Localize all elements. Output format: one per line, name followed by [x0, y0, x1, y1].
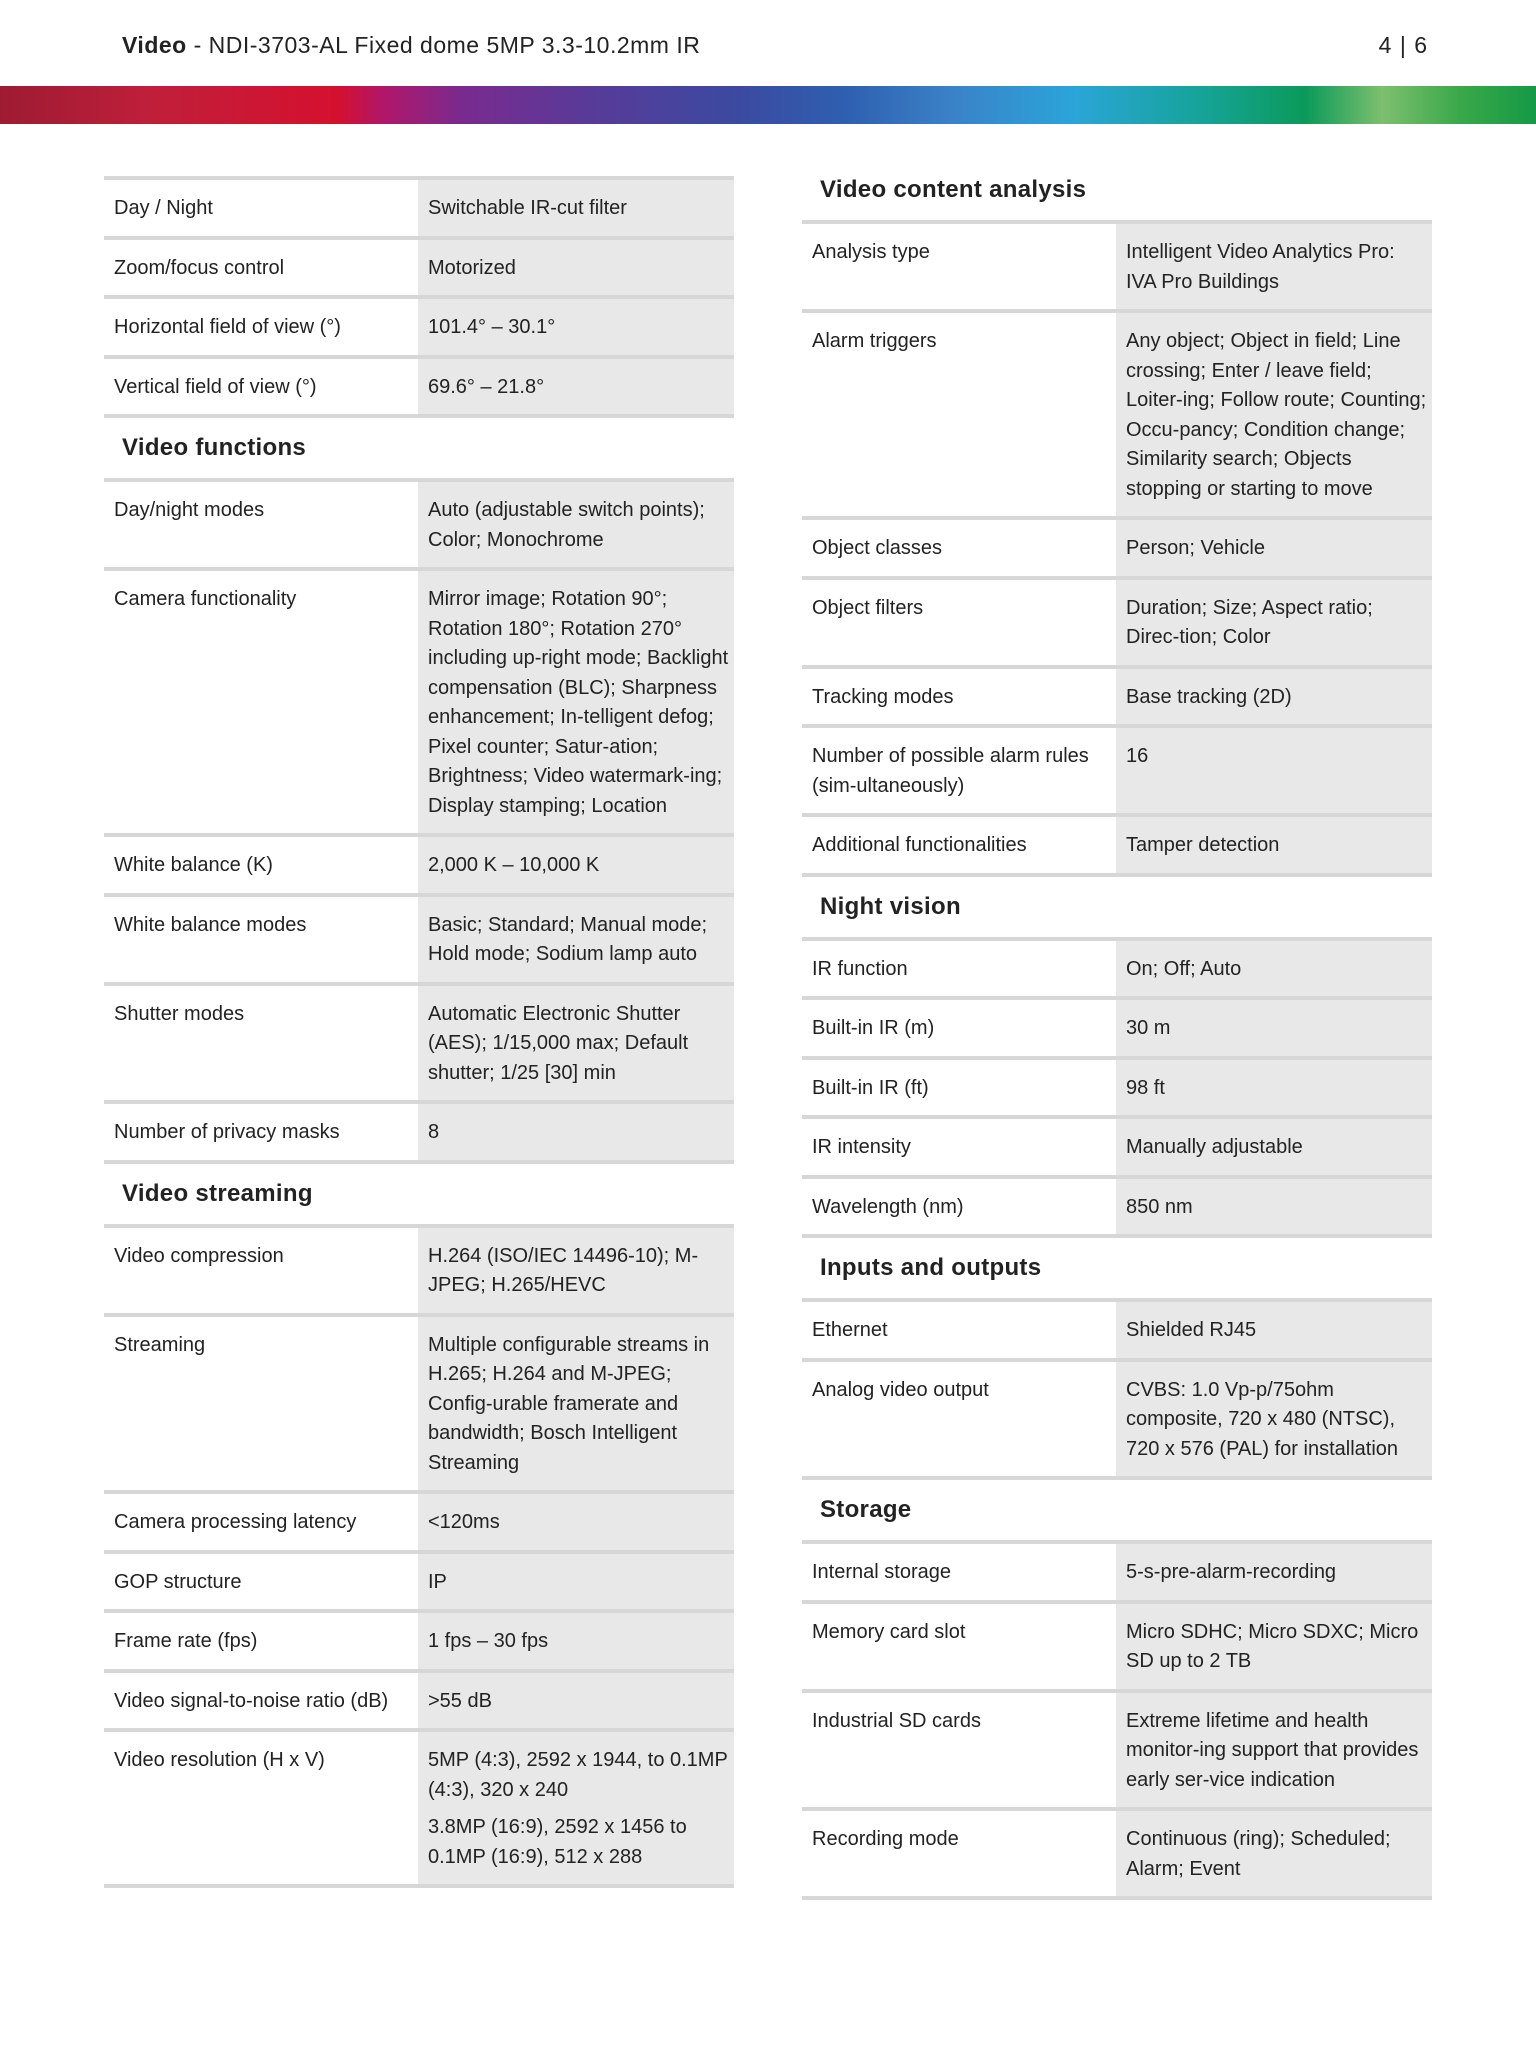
- section-heading-video-content-analysis: Video content analysis: [802, 176, 1432, 224]
- spec-key: Internal storage: [802, 1544, 1116, 1602]
- table-row: [104, 178, 734, 238]
- table-row: [802, 578, 1432, 667]
- spec-value: 850 nm: [1116, 1177, 1432, 1237]
- spec-value: Multiple configurable streams in H.265; H.264 and M-JPEG; Config-urable framerate and bandwidth; Bosch Intelligent Streaming: [418, 1315, 734, 1493]
- spec-value: Continuous (ring); Scheduled; Alarm; Event: [1116, 1809, 1432, 1898]
- spec-key: Streaming: [104, 1315, 418, 1493]
- spec-value: 5-s-pre-alarm-recording: [1116, 1544, 1432, 1602]
- spec-key: Tracking modes: [802, 667, 1116, 727]
- table-row: [802, 1177, 1432, 1237]
- spec-key: Day / Night: [104, 178, 418, 238]
- table-row: [802, 815, 1432, 875]
- spec-value: 101.4° – 30.1°: [418, 297, 734, 357]
- spec-value: IP: [418, 1552, 734, 1612]
- spec-key: Built-in IR (ft): [802, 1058, 1116, 1118]
- spec-key: Object filters: [802, 578, 1116, 667]
- spec-value: 69.6° – 21.8°: [418, 357, 734, 417]
- table-row: [104, 569, 734, 835]
- spec-key: Horizontal field of view (°): [104, 297, 418, 357]
- spec-key: Additional functionalities: [802, 815, 1116, 875]
- section-heading-video-functions: Video functions: [104, 418, 734, 482]
- spec-key: Video resolution (H x V): [104, 1730, 418, 1886]
- spec-value: Duration; Size; Aspect ratio; Direc-tion; Color: [1116, 578, 1432, 667]
- brand-color-stripe: [0, 86, 1536, 124]
- table-row: [104, 357, 734, 417]
- table-row: [104, 1315, 734, 1493]
- spec-key: Wavelength (nm): [802, 1177, 1116, 1237]
- spec-value: [418, 1730, 734, 1886]
- spec-value: 1 fps – 30 fps: [418, 1611, 734, 1671]
- section-heading-storage: Storage: [802, 1480, 1432, 1544]
- spec-value: 8: [418, 1102, 734, 1162]
- storage-table: [802, 1544, 1432, 1900]
- table-row: [802, 1691, 1432, 1810]
- table-row: [104, 238, 734, 298]
- spec-value: Person; Vehicle: [1116, 518, 1432, 578]
- right-column: [802, 176, 1432, 1900]
- spec-value: 2,000 K – 10,000 K: [418, 835, 734, 895]
- spec-key: Industrial SD cards: [802, 1691, 1116, 1810]
- spec-value: >55 dB: [418, 1671, 734, 1731]
- spec-value: Switchable IR-cut filter: [418, 178, 734, 238]
- spec-value: 16: [1116, 726, 1432, 815]
- table-row: [802, 311, 1432, 518]
- spec-value: 30 m: [1116, 998, 1432, 1058]
- page-number: 4 | 6: [1378, 32, 1428, 58]
- resolution-line-16-9: 3.8MP (16:9), 2592 x 1456 to 0.1MP (16:9), 512 x 288: [428, 1816, 687, 1868]
- spec-key: Video compression: [104, 1228, 418, 1315]
- table-row: [104, 482, 734, 569]
- section-heading-video-streaming: Video streaming: [104, 1164, 734, 1228]
- header-product: - NDI-3703-AL Fixed dome 5MP 3.3-10.2mm IR: [186, 32, 701, 58]
- spec-key: Analog video output: [802, 1360, 1116, 1479]
- intro-spec-table: [104, 176, 734, 418]
- spec-value: <120ms: [418, 1492, 734, 1552]
- spec-value: Intelligent Video Analytics Pro: IVA Pro Buildings: [1116, 224, 1432, 311]
- vca-table: [802, 224, 1432, 877]
- table-row: [802, 1544, 1432, 1602]
- table-row: [104, 835, 734, 895]
- spec-value: Motorized: [418, 238, 734, 298]
- table-row: [104, 1671, 734, 1731]
- table-row: [104, 1102, 734, 1162]
- spec-key: Number of possible alarm rules (sim-ultaneously): [802, 726, 1116, 815]
- table-row: [104, 1492, 734, 1552]
- table-row: [802, 1809, 1432, 1898]
- spec-value: Any object; Object in field; Line crossing; Enter / leave field; Loiter-ing; Follow route; Counting; Occu-pancy; Condition change; Similarity search; Objects stopping or starting to move: [1116, 311, 1432, 518]
- table-row: [104, 895, 734, 984]
- header-category: Video: [122, 32, 187, 58]
- spec-value: H.264 (ISO/IEC 14496-10); M-JPEG; H.265/HEVC: [418, 1228, 734, 1315]
- spec-key: Object classes: [802, 518, 1116, 578]
- table-row: [104, 984, 734, 1103]
- spec-key: IR intensity: [802, 1117, 1116, 1177]
- inputs-outputs-table: [802, 1302, 1432, 1480]
- spec-key: Number of privacy masks: [104, 1102, 418, 1162]
- spec-value: Micro SDHC; Micro SDXC; Micro SD up to 2 TB: [1116, 1602, 1432, 1691]
- spec-value: Base tracking (2D): [1116, 667, 1432, 727]
- spec-key: Recording mode: [802, 1809, 1116, 1898]
- table-row: [802, 998, 1432, 1058]
- spec-key: Frame rate (fps): [104, 1611, 418, 1671]
- spec-key: Day/night modes: [104, 482, 418, 569]
- video-streaming-table: [104, 1228, 734, 1889]
- page-header: [122, 32, 1422, 59]
- spec-value: Shielded RJ45: [1116, 1302, 1432, 1360]
- table-row: [802, 224, 1432, 311]
- video-functions-table: [104, 482, 734, 1164]
- spec-key: Built-in IR (m): [802, 998, 1116, 1058]
- resolution-line-4-3: 5MP (4:3), 2592 x 1944, to 0.1MP (4:3), 320 x 240: [428, 1749, 728, 1801]
- spec-key: Shutter modes: [104, 984, 418, 1103]
- spec-value: 98 ft: [1116, 1058, 1432, 1118]
- spec-key: White balance (K): [104, 835, 418, 895]
- table-row: [802, 1302, 1432, 1360]
- table-row: [802, 726, 1432, 815]
- spec-value: Mirror image; Rotation 90°; Rotation 180°; Rotation 270° including up-right mode; Backlight compensation (BLC); Sharpness enhancement; In-telligent defog; Pixel counter; Satur-ation; Brightness; Video watermark-ing; Display stamping; Location: [418, 569, 734, 835]
- table-row: [802, 1360, 1432, 1479]
- table-row: [104, 1730, 734, 1886]
- spec-key: Alarm triggers: [802, 311, 1116, 518]
- spec-key: Video signal-to-noise ratio (dB): [104, 1671, 418, 1731]
- table-row: [802, 667, 1432, 727]
- spec-key: Vertical field of view (°): [104, 357, 418, 417]
- table-row: [802, 1117, 1432, 1177]
- spec-value: Basic; Standard; Manual mode; Hold mode; Sodium lamp auto: [418, 895, 734, 984]
- spec-key: Zoom/focus control: [104, 238, 418, 298]
- spec-key: IR function: [802, 941, 1116, 999]
- spec-key: GOP structure: [104, 1552, 418, 1612]
- table-row: [802, 941, 1432, 999]
- spec-key: Analysis type: [802, 224, 1116, 311]
- table-row: [104, 1611, 734, 1671]
- spec-key: Camera processing latency: [104, 1492, 418, 1552]
- spec-key: Ethernet: [802, 1302, 1116, 1360]
- spec-value: Automatic Electronic Shutter (AES); 1/15,000 max; Default shutter; 1/25 [30] min: [418, 984, 734, 1103]
- spec-key: Camera functionality: [104, 569, 418, 835]
- table-row: [104, 1228, 734, 1315]
- spec-value: On; Off; Auto: [1116, 941, 1432, 999]
- table-row: [802, 1602, 1432, 1691]
- spec-value: Extreme lifetime and health monitor-ing support that provides early ser-vice indication: [1116, 1691, 1432, 1810]
- spec-key: Memory card slot: [802, 1602, 1116, 1691]
- spec-value: CVBS: 1.0 Vp-p/75ohm composite, 720 x 480 (NTSC), 720 x 576 (PAL) for installation: [1116, 1360, 1432, 1479]
- table-row: [104, 1552, 734, 1612]
- section-heading-inputs-outputs: Inputs and outputs: [802, 1238, 1432, 1302]
- table-row: [104, 297, 734, 357]
- table-row: [802, 518, 1432, 578]
- night-vision-table: [802, 941, 1432, 1239]
- left-column: [104, 176, 734, 1888]
- table-row: [802, 1058, 1432, 1118]
- spec-value: Manually adjustable: [1116, 1117, 1432, 1177]
- section-heading-night-vision: Night vision: [802, 877, 1432, 941]
- spec-value: Auto (adjustable switch points); Color; Monochrome: [418, 482, 734, 569]
- spec-key: White balance modes: [104, 895, 418, 984]
- spec-value: Tamper detection: [1116, 815, 1432, 875]
